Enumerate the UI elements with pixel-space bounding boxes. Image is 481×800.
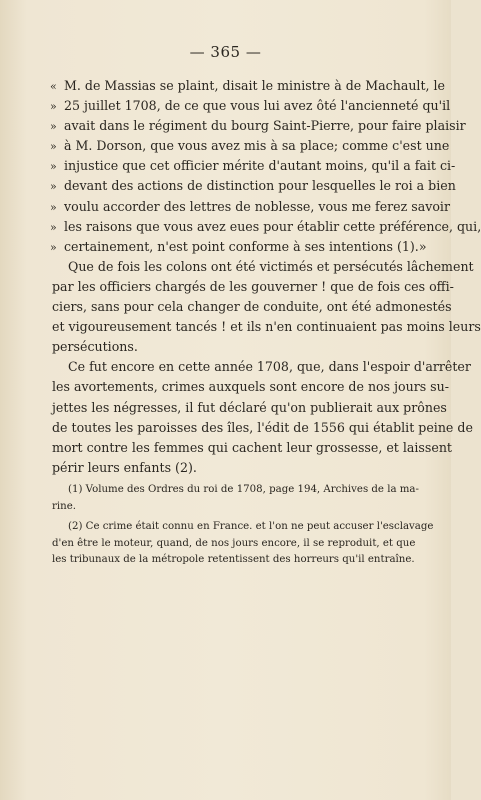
quote-line: « M. de Massias se plaint, disait le ministre à de Machault, le bbox=[52, 76, 414, 96]
quote-mark: » bbox=[50, 220, 57, 234]
quote-mark: » bbox=[50, 180, 57, 194]
quote-line: » devant des actions de distinction pour lesquelles le roi a bien bbox=[52, 176, 414, 196]
footnote-line: les tribunaux de la métropole retentissent des horreurs qu'il entraîne. bbox=[52, 554, 415, 566]
quote-mark: » bbox=[50, 240, 57, 254]
quote-line: » à M. Dorson, que vous avez mis à sa place; comme c'est une bbox=[52, 136, 414, 156]
quote-block bbox=[50, 76, 481, 257]
footnote-line: (1) Volume des Ordres du roi de 1708, page 194, Archives de la ma- bbox=[68, 484, 419, 495]
paragraph-line: jettes les négresses, il fut déclaré qu'on publierait aux prônes bbox=[52, 399, 447, 415]
quote-mark: « bbox=[50, 80, 57, 93]
quote-mark: » bbox=[50, 100, 57, 114]
paragraph-line: les avortements, crimes auxquels sont encore de nos jours su- bbox=[52, 379, 450, 395]
footnote-1 bbox=[52, 482, 419, 515]
paragraph-line: ciers, sans pour cela changer de conduite, ont été admonestés bbox=[52, 299, 452, 315]
paragraph-line: Que de fois les colons ont été victimés et persécutés lâchement bbox=[68, 258, 474, 274]
paragraph-1 bbox=[52, 257, 481, 357]
paragraph-line: persécutions. bbox=[52, 339, 138, 355]
quote-line: » certainement, n'est point conforme à ses intentions (1).» bbox=[52, 237, 414, 257]
footnotes bbox=[52, 482, 434, 569]
paragraph-line: périr leurs enfants (2). bbox=[52, 459, 197, 475]
quote-line: » 25 juillet 1708, de ce que vous lui avez ôté l'ancienneté qu'il bbox=[52, 96, 414, 116]
paragraph-line: mort contre les femmes qui cachent leur grossesse, et laissent bbox=[52, 439, 452, 455]
quote-line: » les raisons que vous avez eues pour établir cette préférence, qui, bbox=[52, 217, 414, 237]
quote-line: » voulu accorder des lettres de noblesse, vous me ferez savoir bbox=[52, 197, 414, 217]
paragraph-line: par les officiers chargés de les gouverner ! que de fois ces offi- bbox=[52, 278, 454, 294]
body-text bbox=[50, 76, 481, 478]
quote-line: » injustice que cet officier mérite d'autant moins, qu'il a fait ci- bbox=[52, 156, 414, 176]
paragraph-line: et vigoureusement tancés ! et ils n'en continuaient pas moins leurs bbox=[52, 319, 481, 335]
page-number: — 365 — bbox=[189, 43, 262, 61]
paragraph-line: Ce fut encore en cette année 1708, que, dans l'espoir d'arrêter bbox=[68, 359, 471, 375]
quote-mark: » bbox=[50, 140, 57, 154]
footnote-line: rine. bbox=[52, 500, 76, 512]
paragraph-line: de toutes les paroisses des îles, l'édit de 1556 qui établit peine de bbox=[52, 419, 473, 435]
quote-mark: » bbox=[50, 200, 57, 214]
footnote-line: d'en être le moteur, quand, de nos jours encore, il se reproduit, et que bbox=[52, 537, 416, 549]
footnote-line: (2) Ce crime était connu en France. et l'on ne peut accuser l'esclavage bbox=[68, 521, 434, 533]
paragraph-2 bbox=[52, 357, 473, 478]
footnote-2 bbox=[52, 519, 434, 569]
quote-line: » avait dans le régiment du bourg Saint-Pierre, pour faire plaisir bbox=[52, 116, 414, 136]
quote-mark: » bbox=[50, 120, 57, 134]
quote-mark: » bbox=[50, 160, 57, 174]
